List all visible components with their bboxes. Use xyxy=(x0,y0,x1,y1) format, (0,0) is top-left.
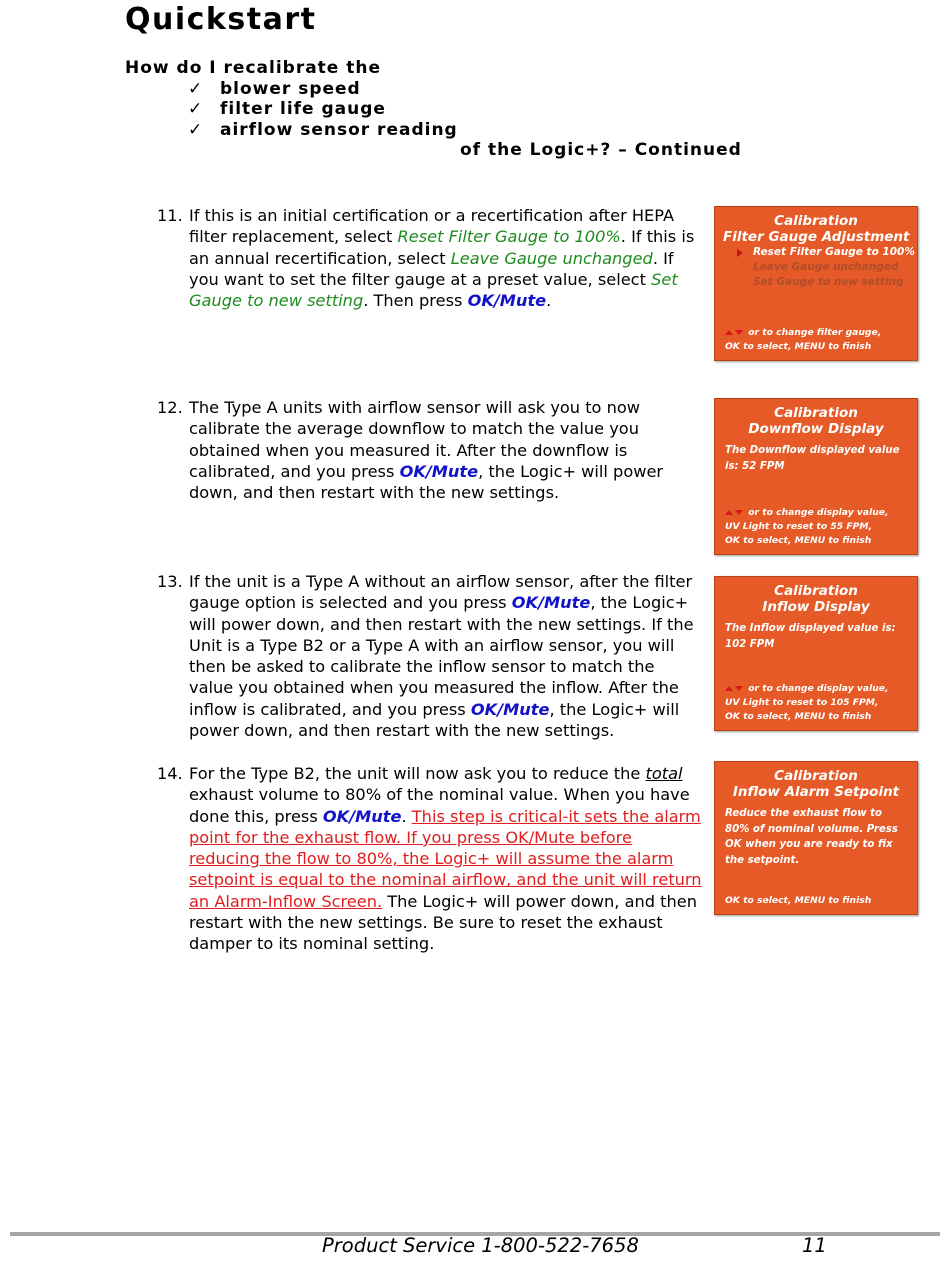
section-question xyxy=(125,58,742,161)
text-run: . If you want to set the filter gauge at a preset value, select xyxy=(189,248,674,289)
step-number: 12. xyxy=(157,398,183,417)
screen-footer-line: OK to select, MENU to finish xyxy=(725,535,872,546)
text-run: exhaust volume to 80% of the nominal value. When you have done this, press xyxy=(189,785,690,826)
step-text xyxy=(189,571,702,741)
ok-mute-key: OK/Mute xyxy=(467,291,547,311)
screen-option-label: Reset Filter Gauge to 100% xyxy=(753,246,915,258)
screen-subtitle: Downflow Display xyxy=(748,421,884,437)
check-icon: ✓ xyxy=(188,99,204,119)
step-12 xyxy=(157,397,702,503)
text-run: If this is an initial certification or a recertification after HEPA filter replacement, select xyxy=(189,206,675,247)
checklist-label: filter life gauge xyxy=(220,99,386,119)
screen-footer xyxy=(725,894,871,908)
screen-title: Calibration xyxy=(774,213,858,229)
step-text xyxy=(189,397,702,503)
page-number: 11 xyxy=(802,1234,827,1257)
checklist-label: blower speed xyxy=(220,78,361,99)
screen-footer-line: UV Light to reset to 105 FPM, xyxy=(725,697,879,708)
check-icon: ✓ xyxy=(188,119,204,140)
screen-footer-line xyxy=(725,506,889,520)
step-text xyxy=(189,205,702,311)
screen-inflow-display xyxy=(714,576,918,731)
screen-footer-line: UV Light to reset to 55 FPM, xyxy=(725,521,872,532)
checklist-item-blower xyxy=(188,79,742,100)
page-title: Quickstart xyxy=(125,2,317,37)
down-arrow-icon xyxy=(735,330,743,335)
screen-text: Reduce the exhaust flow to 80% of nominal volume. Press OK when you are ready to fix the setpoint. xyxy=(725,808,898,866)
step-text xyxy=(189,763,702,955)
text-run: . Then press xyxy=(363,291,468,311)
screen-title: Calibration xyxy=(774,768,858,784)
step-number: 14. xyxy=(157,764,183,783)
screen-subtitle: Inflow Display xyxy=(762,599,870,615)
step-11 xyxy=(157,205,702,311)
text-run: , the Logic+ will power down, and then restart with the new settings. xyxy=(189,461,664,503)
text-run: For the Type B2, the unit will now ask you to reduce the xyxy=(189,764,646,783)
text-run: . xyxy=(546,291,552,311)
option-set-gauge: Set Gauge to new setting xyxy=(189,269,678,311)
screen-footer-line: OK to select, MENU to finish xyxy=(725,341,872,352)
text-run: . If this is an annual recertification, select xyxy=(189,227,695,268)
question-lead: How do I recalibrate the xyxy=(125,58,382,78)
screen-footer-line xyxy=(725,326,881,340)
screen-footer xyxy=(725,326,881,354)
screen-footer-line: OK to select, MENU to finish xyxy=(725,711,872,722)
checklist-item-airflow xyxy=(188,120,742,141)
option-leave-gauge: Leave Gauge unchanged xyxy=(450,248,653,268)
screen-option: Leave Gauge unchanged xyxy=(753,261,899,273)
ok-mute-key: OK/Mute xyxy=(511,593,591,613)
screen-subtitle: Inflow Alarm Setpoint xyxy=(732,784,900,800)
text-run: The Logic+ will power down, and then restart with the new settings. Be sure to reset the exhaust damper to its nominal setting. xyxy=(189,891,697,954)
footer-product-service: Product Service 1-800-522-7658 xyxy=(322,1234,639,1257)
ok-mute-key: OK/Mute xyxy=(470,699,550,719)
screen-option: Set Gauge to new setting xyxy=(753,276,904,288)
screen-downflow-display xyxy=(714,398,918,555)
screen-filter-gauge-adjustment xyxy=(714,206,918,361)
footer-text: or to change display value, xyxy=(745,683,889,694)
text-run: , the Logic+ will power down, and then restart with the new settings. xyxy=(189,699,680,741)
footer-text: or to change filter gauge, xyxy=(745,327,882,338)
checklist-item-filter xyxy=(188,99,742,120)
ok-mute-key: OK/Mute xyxy=(399,461,479,481)
screen-text: The Downflow displayed value is: 52 FPM xyxy=(725,445,900,472)
screen-title: Calibration xyxy=(774,405,858,421)
up-arrow-icon xyxy=(725,510,733,515)
down-arrow-icon xyxy=(735,510,743,515)
checklist-label: airflow sensor reading xyxy=(220,119,458,140)
step-number: 11. xyxy=(157,206,183,225)
text-run: If the unit is a Type A without an airflow sensor, after the filter gauge option is selected and you press xyxy=(189,572,693,613)
step-number: 13. xyxy=(157,572,183,591)
screen-subtitle: Filter Gauge Adjustment xyxy=(723,229,910,245)
up-arrow-icon xyxy=(725,686,733,691)
option-reset-filter-gauge: Reset Filter Gauge to 100% xyxy=(397,227,621,247)
screen-inflow-alarm-setpoint xyxy=(714,761,918,915)
screen-option-selected xyxy=(723,245,915,260)
text-run: . xyxy=(401,806,412,826)
critical-warning: This step is critical-it sets the alarm point for the exhaust flow. If you press OK/Mute before reducing the flow to 80%, the Logic+ will assume the alarm setpoint is equal to the nominal airflow, and the unit will return an Alarm-Inflow Screen. xyxy=(189,806,702,911)
screen-title: Calibration xyxy=(774,583,858,599)
screen-footer-line xyxy=(725,682,889,696)
selection-arrow-icon xyxy=(737,249,743,257)
up-arrow-icon xyxy=(725,330,733,335)
step-14 xyxy=(157,763,702,955)
step-13 xyxy=(157,571,702,741)
screen-footer xyxy=(725,682,889,724)
down-arrow-icon xyxy=(735,686,743,691)
ok-mute-key: OK/Mute xyxy=(322,806,402,826)
question-tail: of the Logic+? – Continued xyxy=(460,140,742,160)
text-run: The Type A units with airflow sensor will ask you to now calibrate the average downflow to match the value you obtained when you measured it. After the downflow is calibrated, and you press xyxy=(189,398,641,481)
footer-text: or to change display value, xyxy=(745,507,889,518)
screen-text: The Inflow displayed value is: 102 FPM xyxy=(725,623,896,650)
text-run: , the Logic+ will power down, and then restart with the new settings. If the Unit is a Type B2 or a Type A with an airflow sensor, you will then be asked to calibrate the inflow sensor to match the value you obtained when you measured the inflow. After the inflow is calibrated, and you press xyxy=(189,593,694,719)
screen-footer xyxy=(725,506,889,548)
emphasis-total: total xyxy=(645,764,683,783)
screen-footer-line: OK to select, MENU to finish xyxy=(725,895,872,906)
check-icon: ✓ xyxy=(188,78,204,99)
